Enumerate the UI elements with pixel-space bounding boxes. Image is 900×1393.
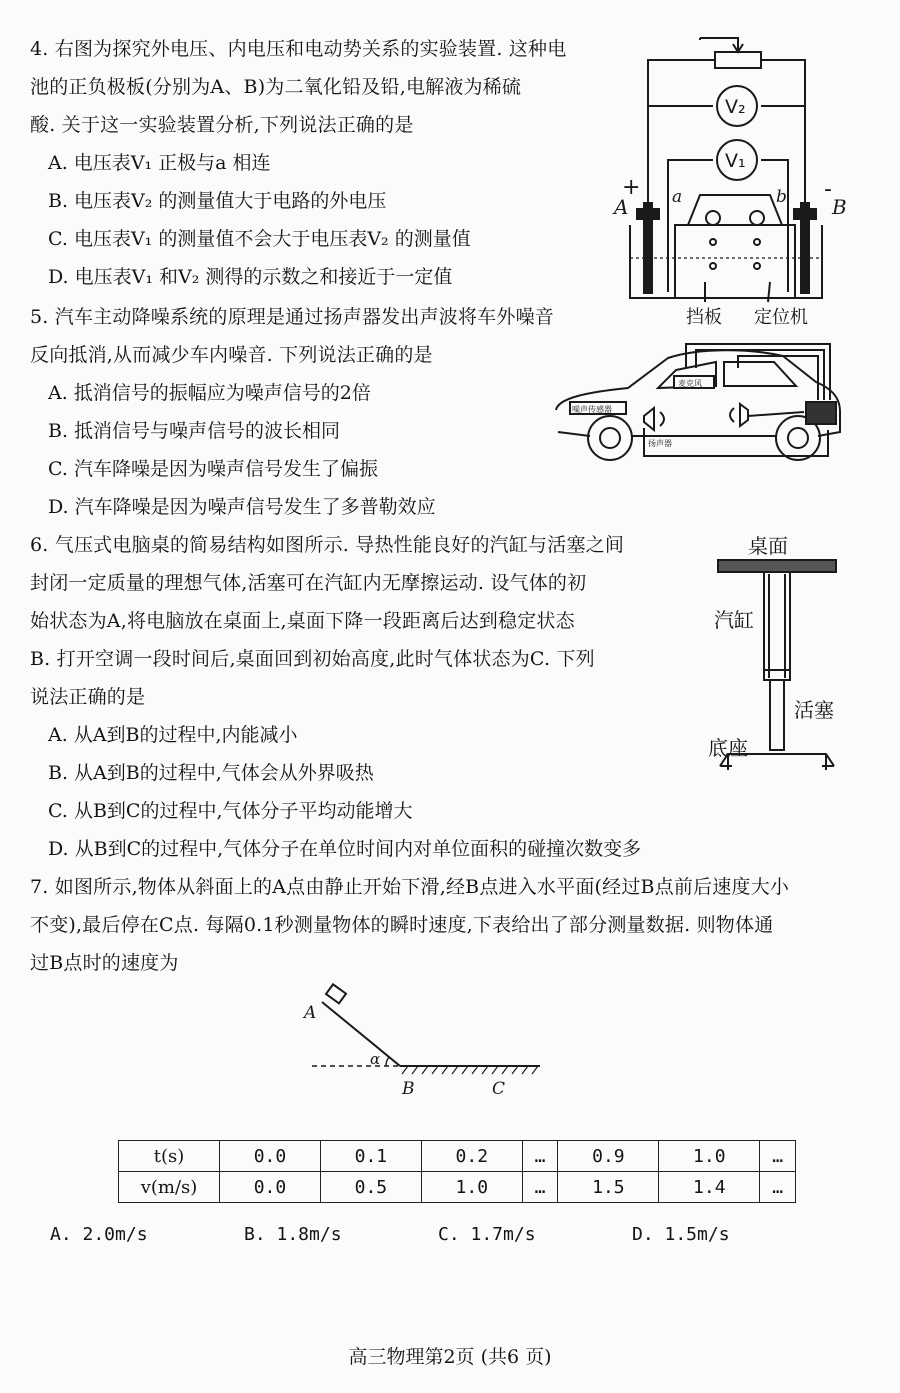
q4-v1-label: V₁ (725, 150, 746, 172)
q6-desk-figure (712, 558, 842, 780)
q7-velocity-cell: 1.5 (558, 1172, 659, 1203)
q6-stem-line-5: 说法正确的是 (30, 686, 146, 708)
q5-speaker-label: 扬声器 (648, 439, 672, 448)
q7-velocity-header: v(m/s) (119, 1172, 220, 1203)
q4-minus-sign: - (824, 177, 832, 202)
q7-point-b-label: B (402, 1079, 415, 1099)
q4-stem-line-3: 酸. 关于这一实验装置分析,下列说法正确的是 (30, 114, 414, 136)
q7-angle-label: α (370, 1050, 381, 1068)
q4-option-d: D. 电压表V₁ 和V₂ 测得的示数之和接近于一定值 (48, 266, 453, 288)
q6-stem-line-2: 封闭一定质量的理想气体,活塞可在汽缸内无摩擦运动. 设气体的初 (30, 572, 587, 594)
q4-option-b: B. 电压表V₂ 的测量值大于电路的外电压 (48, 190, 387, 212)
q7-velocity-cell: 0.5 (320, 1172, 421, 1203)
q7-time-cell: 1.0 (659, 1141, 760, 1172)
q6-option-c: C. 从B到C的过程中,气体分子平均动能增大 (48, 800, 413, 822)
q7-velocity-cell: 1.4 (659, 1172, 760, 1203)
q7-choice-d: D. 1.5m/s (632, 1224, 730, 1245)
q6-option-d: D. 从B到C的过程中,气体分子在单位时间内对单位面积的碰撞次数变多 (48, 838, 642, 860)
q7-stem-line-2: 不变),最后停在C点. 每隔0.1秒测量物体的瞬时速度,下表给出了部分测量数据. 则物体通 (30, 914, 774, 936)
q4-battery-figure (600, 30, 850, 310)
q7-time-cell: … (522, 1141, 558, 1172)
q4-electrode-a-label: A (614, 195, 629, 219)
q7-point-c-label: C (492, 1079, 506, 1099)
q6-stem-line-1: 6. 气压式电脑桌的简易结构如图所示. 导热性能良好的汽缸与活塞之间 (30, 534, 625, 556)
q5-option-b: B. 抵消信号与噪声信号的波长相同 (48, 420, 341, 442)
q6-stem-line-3: 始状态为A,将电脑放在桌面上,桌面下降一段距离后达到稳定状态 (30, 610, 575, 632)
q4-probe-b-label: b (776, 187, 787, 207)
q6-base-label: 底座 (708, 736, 748, 760)
q7-stem-line-3: 过B点时的速度为 (30, 952, 179, 974)
q7-time-cell: 0.9 (558, 1141, 659, 1172)
q4-stem-line-1: 4. 右图为探究外电压、内电压和电动势关系的实验装置. 这种电 (30, 38, 567, 60)
q7-choice-b: B. 1.8m/s (244, 1224, 342, 1245)
q7-data-table (118, 1140, 796, 1203)
q7-velocity-cell: 0.0 (220, 1172, 321, 1203)
q5-mic-label: 麦克风 (678, 379, 702, 388)
q7-time-cell: 0.0 (220, 1141, 321, 1172)
q4-baffle-label: 挡板 (686, 307, 722, 328)
q7-velocity-cell: 1.0 (421, 1172, 522, 1203)
q4-electrode-b-label: B (832, 195, 847, 219)
q5-stem-line-1: 5. 汽车主动降噪系统的原理是通过扬声器发出声波将车外噪音 (30, 306, 554, 328)
q6-cylinder-label: 汽缸 (714, 608, 754, 632)
q4-option-a: A. 电压表V₁ 正极与a 相连 (48, 152, 271, 174)
q5-car-figure (548, 332, 848, 482)
q5-option-a: A. 抵消信号的振幅应为噪声信号的2倍 (48, 382, 371, 404)
q6-option-a: A. 从A到B的过程中,内能减小 (48, 724, 298, 746)
q4-plus-sign: + (622, 175, 641, 200)
q7-velocity-cell: … (522, 1172, 558, 1203)
q5-option-c: C. 汽车降噪是因为噪声信号发生了偏振 (48, 458, 378, 480)
q7-point-a-label: A (304, 1003, 317, 1023)
q4-stem-line-2: 池的正负极板(分别为A、B)为二氧化铅及铅,电解液为稀硫 (30, 76, 522, 98)
q6-stem-line-4: B. 打开空调一段时间后,桌面回到初始高度,此时气体状态为C. 下列 (30, 648, 595, 670)
q7-incline-figure (300, 980, 560, 1100)
q7-choice-a: A. 2.0m/s (50, 1224, 148, 1245)
q5-stem-line-2: 反向抵消,从而减少车内噪音. 下列说法正确的是 (30, 344, 433, 366)
q6-desktop-label: 桌面 (748, 534, 788, 558)
q5-option-d: D. 汽车降噪是因为噪声信号发生了多普勒效应 (48, 496, 436, 518)
q5-sensor-label: 噪声传感器 (572, 405, 612, 414)
q4-probe-a-label: a (672, 187, 683, 207)
q4-option-c: C. 电压表V₁ 的测量值不会大于电压表V₂ 的测量值 (48, 228, 471, 250)
q7-stem-line-1: 7. 如图所示,物体从斜面上的A点由静止开始下滑,经B点进入水平面(经过B点前后速度大小 (30, 876, 790, 898)
q7-time-cell: 0.1 (320, 1141, 421, 1172)
q6-option-b: B. 从A到B的过程中,气体会从外界吸热 (48, 762, 374, 784)
q4-positioner-label: 定位机 (754, 307, 808, 328)
q7-velocity-row (119, 1172, 796, 1203)
page-footer: 高三物理第2页 (共6 页) (348, 1346, 552, 1368)
q7-velocity-cell: … (760, 1172, 796, 1203)
q7-time-row (119, 1141, 796, 1172)
q6-piston-label: 活塞 (794, 698, 834, 722)
q7-time-cell: 0.2 (421, 1141, 522, 1172)
q4-v2-label: V₂ (725, 96, 746, 118)
q7-time-cell: … (760, 1141, 796, 1172)
q7-choice-c: C. 1.7m/s (438, 1224, 536, 1245)
q7-time-header: t(s) (119, 1141, 220, 1172)
